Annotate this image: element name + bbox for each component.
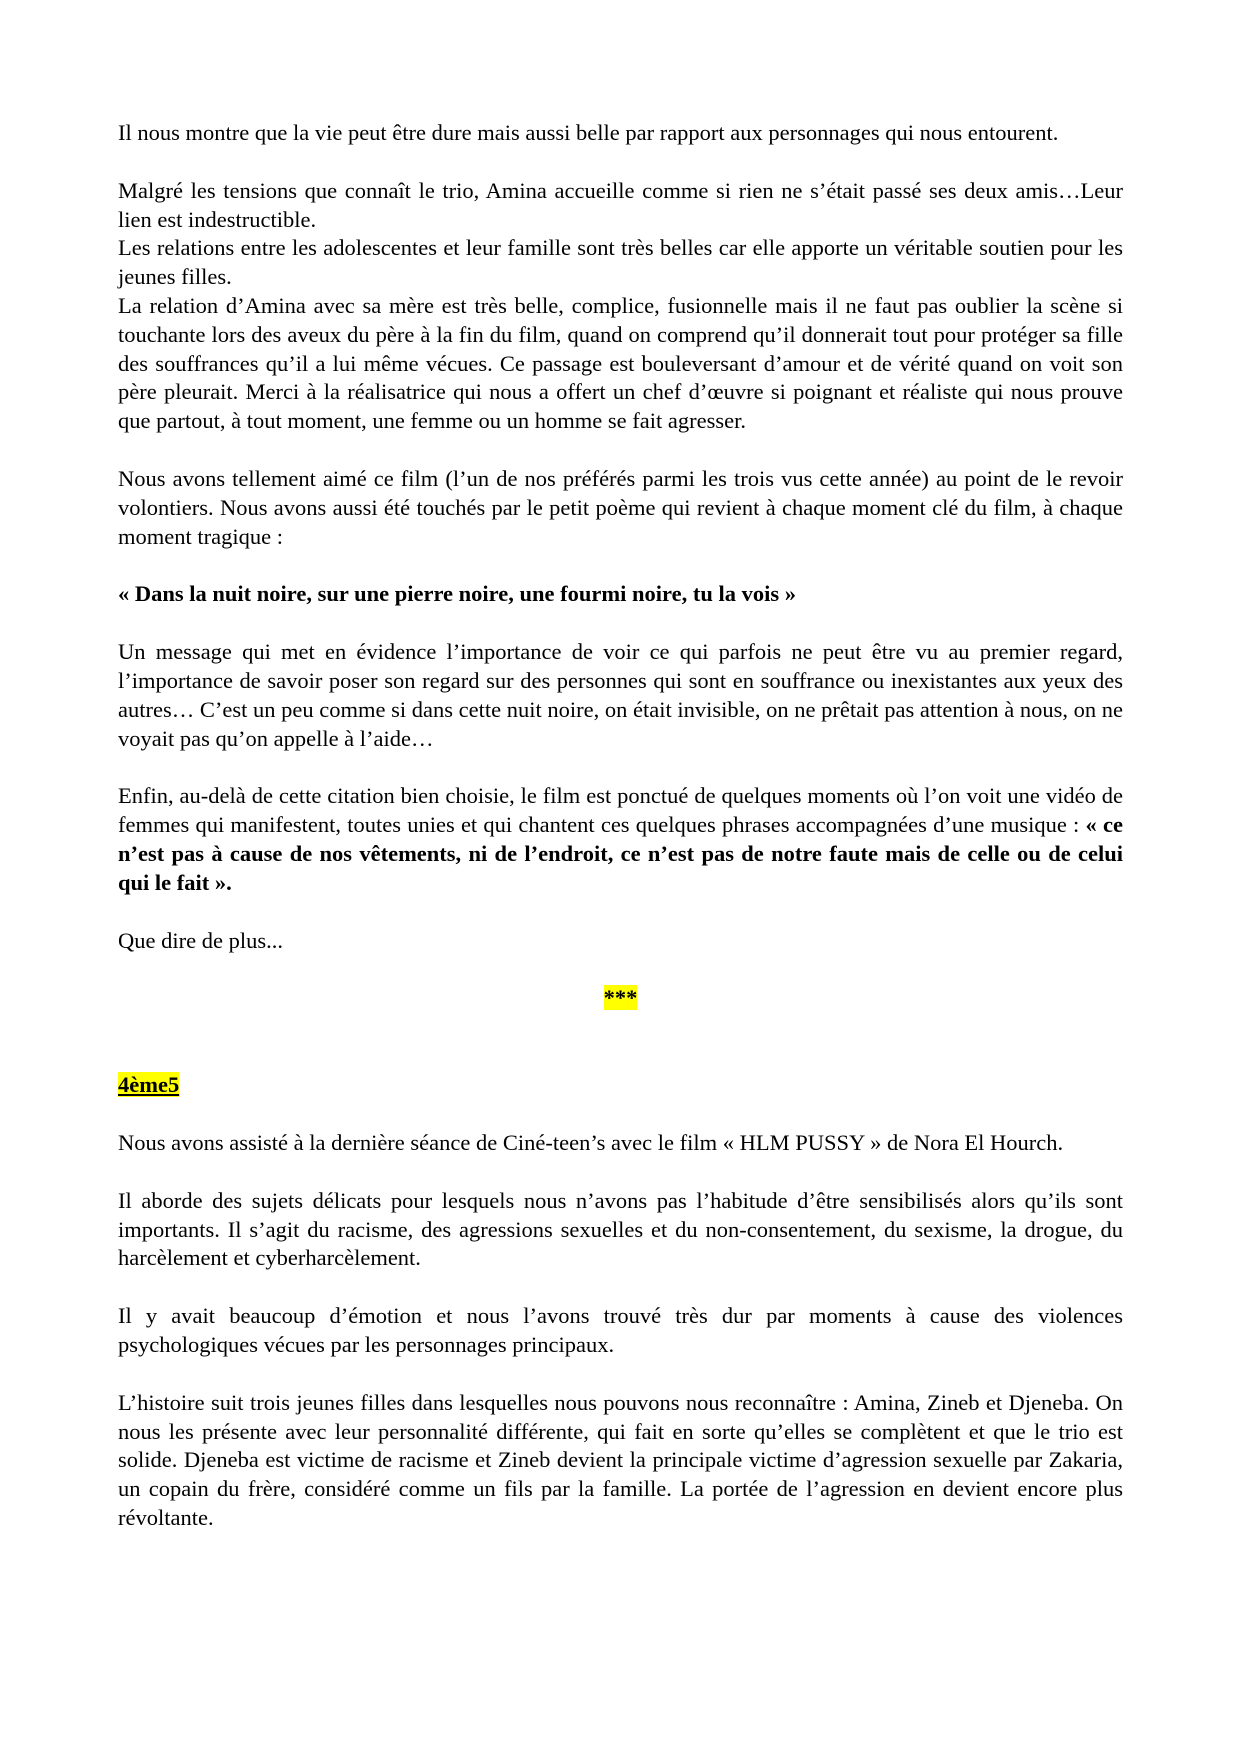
paragraph-amina-mother: La relation d’Amina avec sa mère est très belle, complice, fusionnelle mais il ne faut pas oublier la scène si touchante lors des aveux du père à la fin du film, quand on comprend qu’il donnerait tout pour protéger sa fille des souffrances qu’il a lui même vécues. Ce passage est bouleversant d’amour et de vérité quand on voit son père pleurait. Merci à la réalisatrice qui nous a offert un chef d’œuvre si poignant et réaliste qui nous prouve que partout, à tout moment, une femme ou un homme se fait agresser. [118,292,1123,434]
paragraph-family-relations: Les relations entre les adolescentes et leur famille sont très belles car elle apporte un véritable soutien pour les jeunes filles. [118,235,1123,290]
paragraph-story-three-girls: L’histoire suit trois jeunes filles dans lesquelles nous pouvons nous reconnaître : Amina, Zineb et Djeneba. On nous les présente avec leur personnalité différente, qui fait en sorte qu’elles se complètent et que le trio est solide. Djeneba est victime de racisme et Zineb devient la principale victime d’agression sexuelle par Zakaria, un copain du frère, considéré comme un fils par la famille. La portée de l’agression en devient encore plus révoltante. [118,1389,1123,1530]
paragraph-closing: Que dire de plus... [118,927,283,953]
paragraph-video-women [118,782,1123,897]
class-heading [118,1071,1123,1100]
class-heading-label: 4ème5 [118,1072,180,1098]
paragraph-life-beautiful: Il nous montre que la vie peut être dure mais aussi belle par rapport aux personnages qui nous entourent. [118,120,1059,145]
separator-stars: *** [603,985,638,1011]
paragraph-last-session: Nous avons assisté à la dernière séance de Ciné-teen’s avec le film « HLM PUSSY » de Nora El Hourch. [118,1129,1064,1155]
paragraph-message: Un message qui met en évidence l’importance de voir ce qui parfois ne peut être vu au premier regard, l’importance de savoir poser son regard sur des personnes qui sont en souffrance ou inexistantes aux yeux des autres… C’est un peu comme si dans cette nuit noire, on était invisible, on ne prêtait pas attention à nous, on ne voyait pas qu’on appelle à l’aide… [118,639,1123,751]
paragraph-delicate-topics: Il aborde des sujets délicats pour lesquels nous n’avons pas l’habitude d’être sensibilisés alors qu’ils sont importants. Il s’agit du racisme, des agressions sexuelles et du non-consentement, du sexisme, la drogue, du harcèlement et cyberharcèlement. [118,1187,1123,1271]
document-page [118,119,1123,1533]
song-quote: « ce n’est pas à cause de nos vêtements, ni de l’endroit, ce n’est pas de notre faute mais de celle ou de celui qui le fait ». [118,812,1123,895]
paragraph-emotion: Il y avait beaucoup d’émotion et nous l’avons trouvé très dur par moments à cause des violences psychologiques vécues par les personnages principaux. [118,1303,1123,1357]
paragraph-video-women-text: Enfin, au-delà de cette citation bien choisie, le film est ponctué de quelques moments où l’on voit une vidéo de femmes qui manifestent, toutes unies et qui chantent ces quelques phrases accompagnées d’une musique : [118,783,1123,838]
paragraph-trio-tensions: Malgré les tensions que connaît le trio, Amina accueille comme si rien ne s’était passé ses deux amis…Leur lien est indestructible. [118,177,1123,232]
paragraph-film-loved: Nous avons tellement aimé ce film (l’un de nos préférés parmi les trois vus cette année) au point de le revoir volontiers. Nous avons aussi été touchés par le petit poème qui revient à chaque moment clé du film, à chaque moment tragique : [118,465,1123,549]
poem-quote: « Dans la nuit noire, sur une pierre noire, une fourmi noire, tu la vois » [118,581,796,607]
section-separator [118,984,1123,1013]
